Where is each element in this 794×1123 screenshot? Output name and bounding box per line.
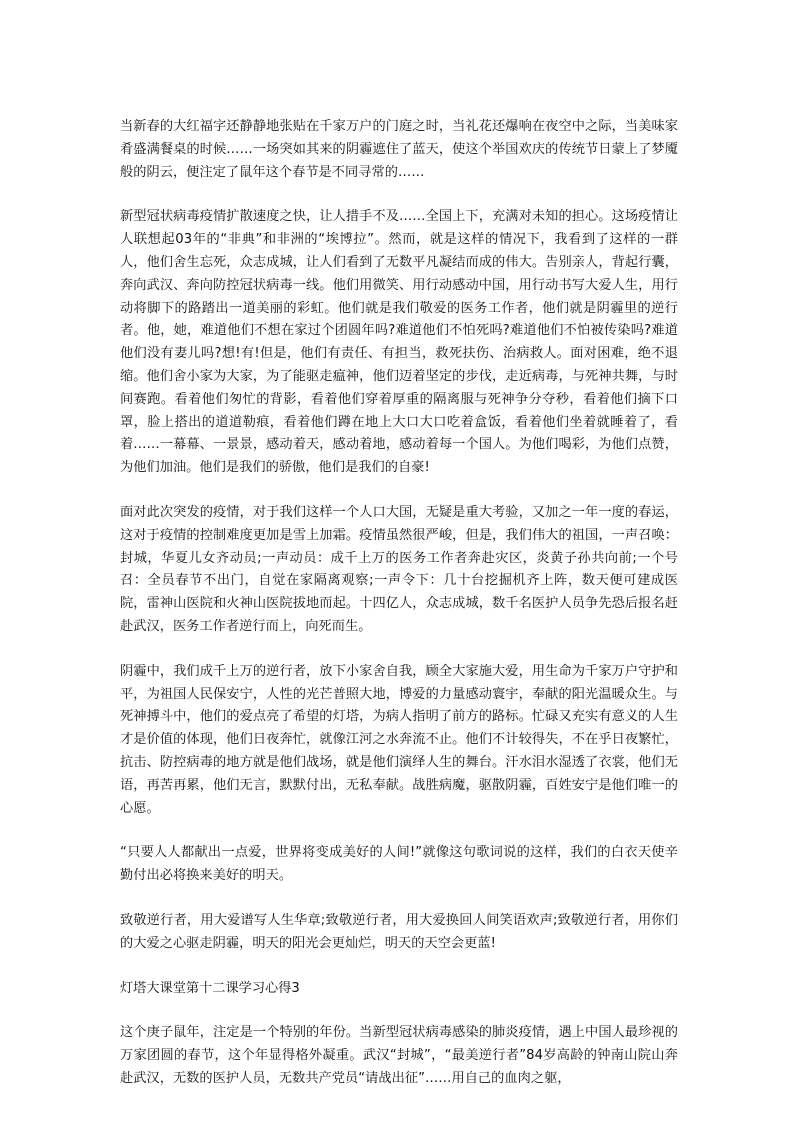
paragraph-response: 面对此次突发的疫情，对于我们这样一个人口大国，无疑是重大考验，又加之一年一度的春运，这对于疫情的控制难度更加是雪上加霜。疫情虽然很严峻，但是，我们伟大的祖国，一声召唤：封城，华夏儿女齐动员;一声动员：成千上万的医务工作者奔赴灾区，炎黄子孙共向前;一个号召：全员春节不出门，自觉在家隔离观察;一声令下：几十台挖掘机齐上阵，数天便可建成医院，雷神山医院和火神山医院拔地而起。十四亿人，众志成城，数千名医护人员争先恐后报名赶赴武汉，医务工作者逆行而上，向死而生。 bbox=[120, 504, 678, 634]
paragraph-gap bbox=[120, 1000, 678, 1022]
paragraph-gap bbox=[120, 639, 678, 661]
section-heading: 灯塔大课堂第十二课学习心得3 bbox=[120, 980, 300, 996]
paragraph-song-quote: “只要人人都献出一点爱，世界将变成美好的人间!”就像这句歌词说的这样，我们的白衣天使辛勤付出必将换来美好的明天。 bbox=[120, 845, 678, 884]
paragraph-gap bbox=[120, 184, 678, 206]
paragraph-gap bbox=[120, 480, 678, 502]
paragraph-gap bbox=[120, 956, 678, 978]
paragraph-intro: 当新春的大红福字还静静地张贴在千家万户的门庭之时，当礼花还爆响在夜空中之际，当美味家肴盛满餐桌的时候……一场突如其来的阴霾遮住了蓝天，使这个举国欢庆的传统节日蒙上了梦魇般的阴云，便注定了鼠年这个春节是不同寻常的…… bbox=[120, 119, 678, 180]
paragraph-retrograders: 阴霾中，我们成千上万的逆行者，放下小家舍自我，顾全大家施大爱，用生命为千家万户守护和平，为祖国人民保安宁，人性的光芒普照大地，博爱的力量感动寰宇，奉献的阳光温暖众生。与死神搏斗中，他们的爱点亮了希望的灯塔，为病人指明了前方的路标。忙碌又充实有意义的人生才是价值的体现，他们日夜奔忙，就像江河之水奔流不止。他们不计较得失，不在乎日夜繁忙，抗击、防控病毒的地方就是他们战场，就是他们演绎人生的舞台。汗水泪水湿透了衣裳，他们无语，再苦再累，他们无言，默默付出，无私奉献。战胜病魔，驱散阴霾，百姓安宁是他们唯一的心愿。 bbox=[120, 663, 678, 816]
paragraph-gap bbox=[120, 820, 678, 842]
paragraph-gap bbox=[120, 888, 678, 910]
paragraph-epidemic: 新型冠状病毒疫情扩散速度之快，让人措手不及……全国上下，充满对未知的担心。这场疫情让人联想起03年的“非典”和非洲的“埃博拉”。然而，就是这样的情况下，我看到了这样的一群人，他们舍生忘死，众志成城，让人们看到了无数平凡凝结而成的伟大。告别亲人，背起行囊，奔向武汉、奔向防控冠状病毒一线。他们用微笑、用行动感动中国，用行动书写大爱人生，用行动将脚下的路踏出一道美丽的彩虹。他们就是我们敬爱的医务工作者，他们就是阴霾里的逆行者。他，她，难道他们不想在家过个团圆年吗?难道他们不怕死吗?难道他们不怕被传染吗?难道他们没有妻儿吗?想!有!但是，他们有责任、有担当，救死扶伤、治病救人。面对困难，绝不退缩。他们舍小家为大家，为了能驱走瘟神，他们迈着坚定的步伐，走近病毒，与死神共舞，与时间赛跑。看着他们匆忙的背影，看着他们穿着厚重的隔离服与死神争分夺秒，看着他们摘下口罩，脸上搭出的道道勒痕，看着他们蹲在地上大口大口吃着盒饭，看着他们坐着就睡着了，看着……一幕幕、一景景，感动着天，感动着地，感动着每一个国人。为他们喝彩，为他们点赞，为他们加油。他们是我们的骄傲，他们是我们的自豪! bbox=[120, 209, 678, 476]
paragraph-gengzi-year: 这个庚子鼠年，注定是一个特别的年份。当新型冠状病毒感染的肺炎疫情，遇上中国人最珍视的万家团圆的春节，这个年显得格外凝重。武汉“封城”，“最美逆行者”84岁高龄的钟南山院山奔赴武汉，无数的医护人员，无数共产党员“请战出征”……用自己的血肉之躯， bbox=[120, 1025, 678, 1086]
paragraph-salute: 致敬逆行者，用大爱谱写人生华章;致敬逆行者，用大爱换回人间笑语欢声;致敬逆行者，用你们的大爱之心驱走阴霾，明天的阳光会更灿烂，明天的天空会更蓝! bbox=[120, 912, 678, 951]
document-page bbox=[120, 116, 678, 1091]
